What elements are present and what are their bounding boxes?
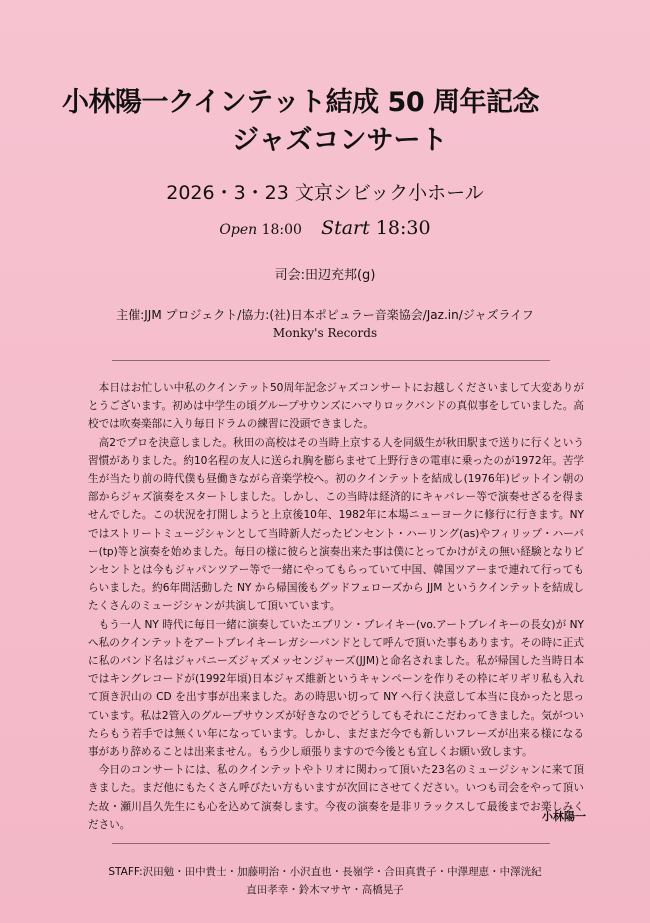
staff-line-1: STAFF:沢田勉・田中貴士・加藤明治・小沢直也・長嶺学・合田真貴子・中澤理恵・中澤洸紀: [108, 866, 542, 878]
organizers-line-1: 主催:JJM プロジェクト/協力:(社)日本ポピュラー音楽協会/Jaz.in/ジャズライフ: [116, 308, 534, 322]
start-label: Start: [321, 217, 370, 239]
master-of-ceremonies: 司会:田辺充邦(g): [274, 268, 376, 283]
start-time-value: 18:30: [375, 217, 431, 239]
organizers: [0, 306, 650, 342]
open-time-value: 18:00: [261, 222, 302, 238]
organizers-line-2: Monky's Records: [272, 326, 378, 340]
message-paragraph: 本日はお忙しい中私のクインテット50周年記念ジャズコンサートにお越しくださいまして大変ありがとうございます。初めは中学生の頃グループサウンズにハマりロックバンドの真似事をしていました。高校では吹奏楽部に入り毎日ドラムの練習に没頭できました。: [88, 382, 584, 431]
open-label: Open: [219, 222, 258, 238]
message-paragraph: もう一人 NY 時代に毎日一緒に演奏していたエブリン・ブレイキー(vo.アートブレイキーの長女)が NY へ私のクインテットをアートブレイキーレガシーバンドとして呼んで頂いた事もあります。その時に正式に私のバンド名はジャパニーズジャズメッセンジャーズ(JJM)と命名されました。私が帰国した当時日本ではキングレコードが(1992年頃)日本ジャズ維新というキャンペーンを作りその枠にギリギリ私も入れて頂き沢山の CD を出す事が出来ました。あの時思い切って NY へ行く決意して本当に良かったと思っています。私は2管入のグループサウンズが好きなのでどうしてもそれにこだわってきました。気がついたらもう若手では無くい年になっています。しかし、まだまだ今でも新しいフレーズが出来る様になる事があり辞めることは出来ません。もう少し頑張りますので今後とも宜しくお願い致します。: [88, 618, 584, 759]
staff-line-2: 直田孝幸・鈴木マサヤ・高橋晃子: [246, 884, 404, 896]
divider-bottom: [112, 843, 550, 844]
title-line-1: 小林陽一クインテット結成 50 周年記念: [62, 87, 540, 118]
staff-credits: [0, 863, 650, 899]
date-venue: 2026・3・23 文京シビック小ホール: [166, 182, 484, 204]
divider-top: [112, 360, 550, 361]
event-times: [0, 217, 650, 239]
start-time: [321, 217, 431, 239]
title-line-2: ジャズコンサート: [232, 125, 448, 156]
message-paragraph: 高2でプロを決意しました。秋田の高校はその当時上京する人を同級生が秋田駅まで送りに行くという習慣がありました。約10名程の友人に送られ胸を膨らませて上野行きの電車に乗ったのが1972年。苦学生が当たり前の時代僕も昼働きながら音楽学校へ。初のクインテットを結成し(1976年)ピットイン朝の部からジャズ演奏をスタートしました。しかし、この当時は経済的にキャバレー等で演奏せざるを得ませんでした。この状況を打開しようと上京後10年、1982年に本場ニューヨークに修行に行きます。NY ではストリートミュージシャンとして当時新人だったビンセント・ハーリング(as)やフィリップ・ハーパー(tp)等と演奏を始めました。毎日の様に彼らと演奏出来た事は僕にとってかけがえの無い経験となりビンセントとは今もジャパンツアー等で一緒にやってもらっていて中国、韓国ツアーまで連れて行ってもらいました。約6年間活動した NY から帰国後もグッドフェローズから JJM というクインテットを結成したくさんのミュージシャンが共演して頂いています。: [88, 436, 584, 613]
open-time: [219, 222, 302, 238]
signature: 小林陽一: [542, 810, 586, 823]
message-body: [88, 379, 584, 834]
message-paragraph: 今日のコンサートには、私のクインテットやトリオに関わって頂いた23名のミュージシャンに来て頂きました。まだ他にもたくさん呼びたい方もいますが次回にさせてください。いつも司会をやって頂いた故・瀬川昌久先生にも心を込めて演奏します。今夜の演奏を是非リラックスして最後までお楽しみください。: [88, 764, 584, 831]
